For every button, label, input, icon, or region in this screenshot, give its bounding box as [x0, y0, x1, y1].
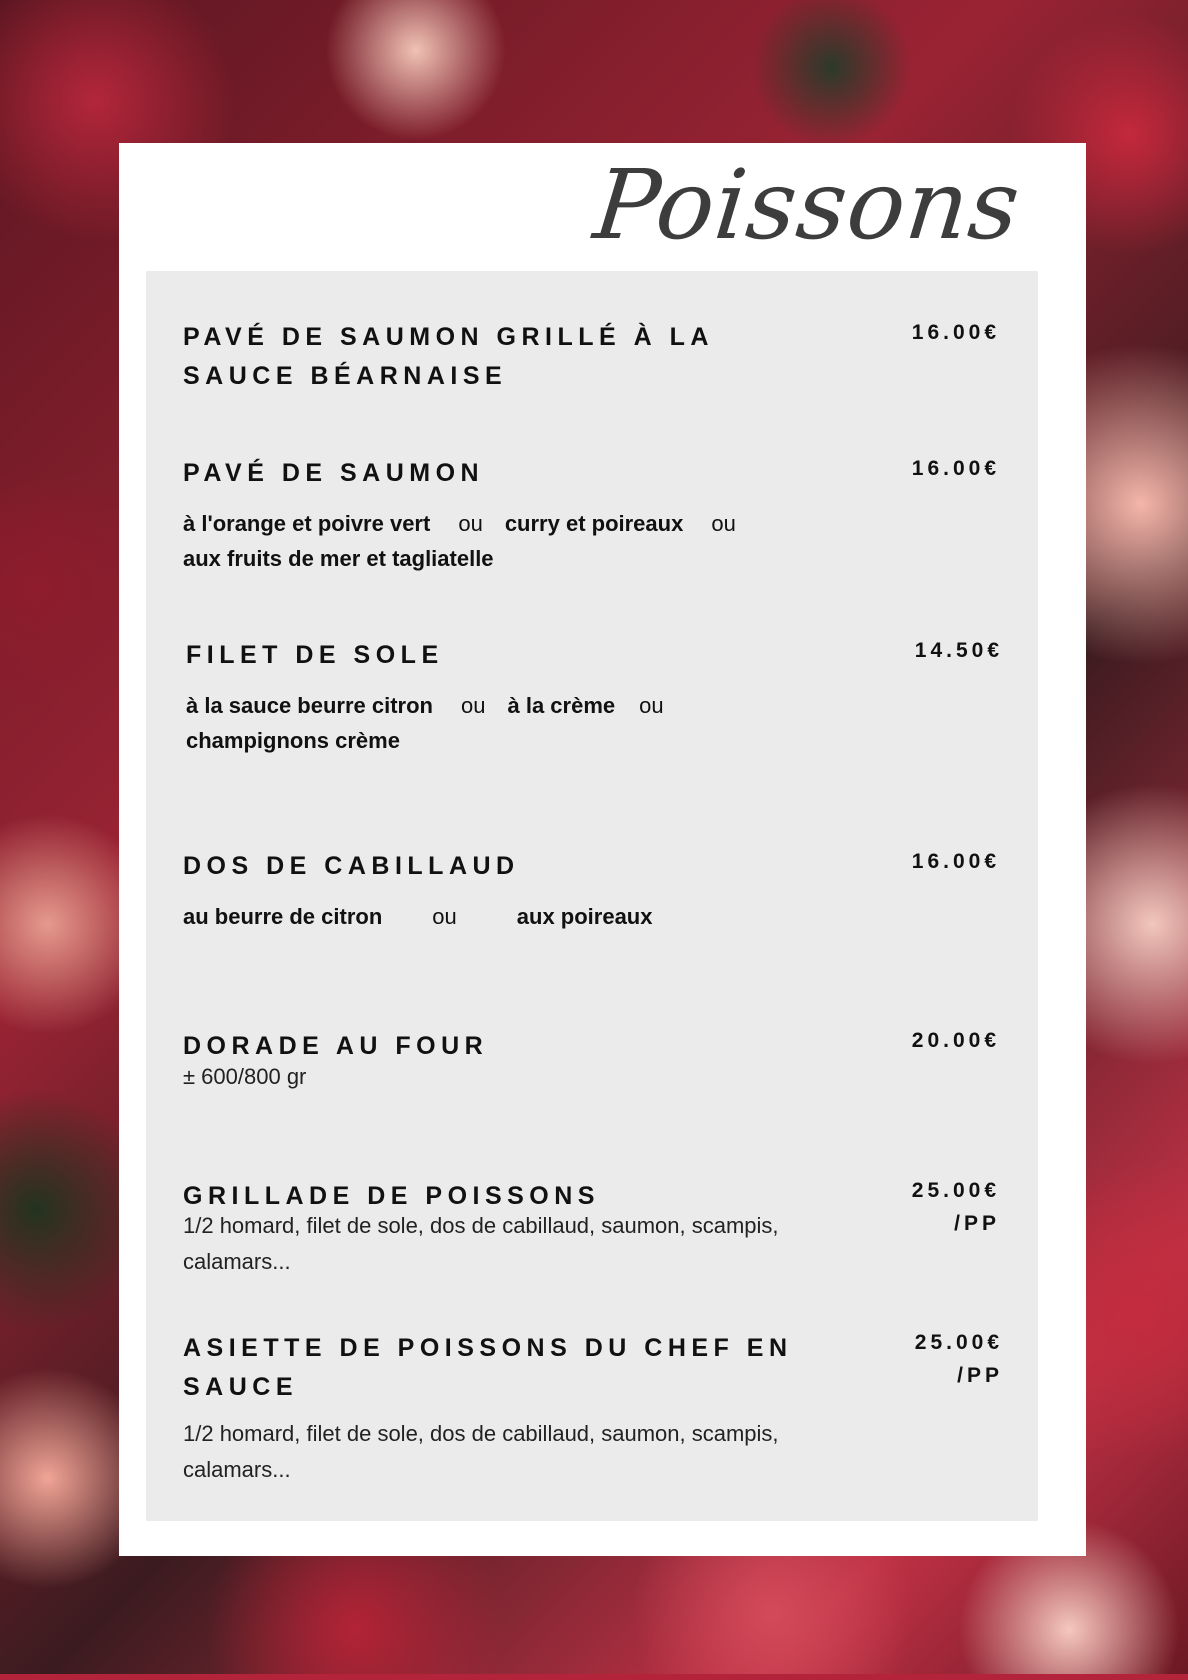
menu-panel — [146, 271, 1038, 1521]
item-name: ASIETTE DE POISSONS DU CHEF EN SAUCE — [183, 1334, 793, 1401]
item-name: PAVÉ DE SAUMON — [183, 459, 485, 487]
option: curry et poireaux — [504, 511, 684, 536]
option: aux poireaux — [516, 904, 653, 929]
item-name: DOS DE CABILLAUD — [183, 852, 520, 880]
option: à la crème — [507, 693, 616, 718]
option: au beurre de citron — [183, 904, 383, 929]
option: aux fruits de mer et tagliatelle — [183, 546, 494, 571]
item-description: 1/2 homard, filet de sole, dos de cabillaud, saumon, scampis, calamars... — [183, 1421, 779, 1482]
option-separator: ou — [432, 904, 457, 929]
item-price: 16.00€ — [911, 850, 1000, 873]
item-options — [183, 899, 652, 934]
option-separator: ou — [458, 511, 483, 536]
item-name: DORADE AU FOUR — [183, 1032, 489, 1060]
menu-card — [119, 143, 1086, 1556]
option: champignons crème — [186, 728, 400, 753]
item-options — [186, 688, 686, 758]
bottom-edge — [0, 1674, 1188, 1680]
option: à la sauce beurre citron — [186, 693, 433, 718]
item-price: 25.00€ — [911, 1179, 1000, 1202]
option-separator: ou — [711, 511, 736, 536]
item-name: PAVÉ DE SAUMON GRILLÉ À LA SAUCE BÉARNAISE — [183, 323, 714, 390]
menu-title: Poissons — [589, 149, 1026, 261]
item-price: 16.00€ — [911, 321, 1000, 344]
item-description: ± 600/800 gr — [183, 1064, 307, 1089]
item-price-unit: /PP — [957, 1364, 1003, 1387]
item-price: 14.50€ — [914, 639, 1003, 662]
item-options — [183, 506, 758, 576]
option-separator: ou — [461, 693, 486, 718]
item-price: 20.00€ — [911, 1029, 1000, 1052]
option-separator: ou — [639, 693, 664, 718]
item-name: GRILLADE DE POISSONS — [183, 1182, 600, 1210]
title-row — [119, 143, 1086, 273]
item-price: 25.00€ — [914, 1331, 1003, 1354]
item-price-unit: /PP — [954, 1212, 1000, 1235]
option: à l'orange et poivre vert — [183, 511, 431, 536]
item-price: 16.00€ — [911, 457, 1000, 480]
item-name: FILET DE SOLE — [186, 641, 444, 669]
item-description: 1/2 homard, filet de sole, dos de cabillaud, saumon, scampis, calamars... — [183, 1213, 779, 1274]
